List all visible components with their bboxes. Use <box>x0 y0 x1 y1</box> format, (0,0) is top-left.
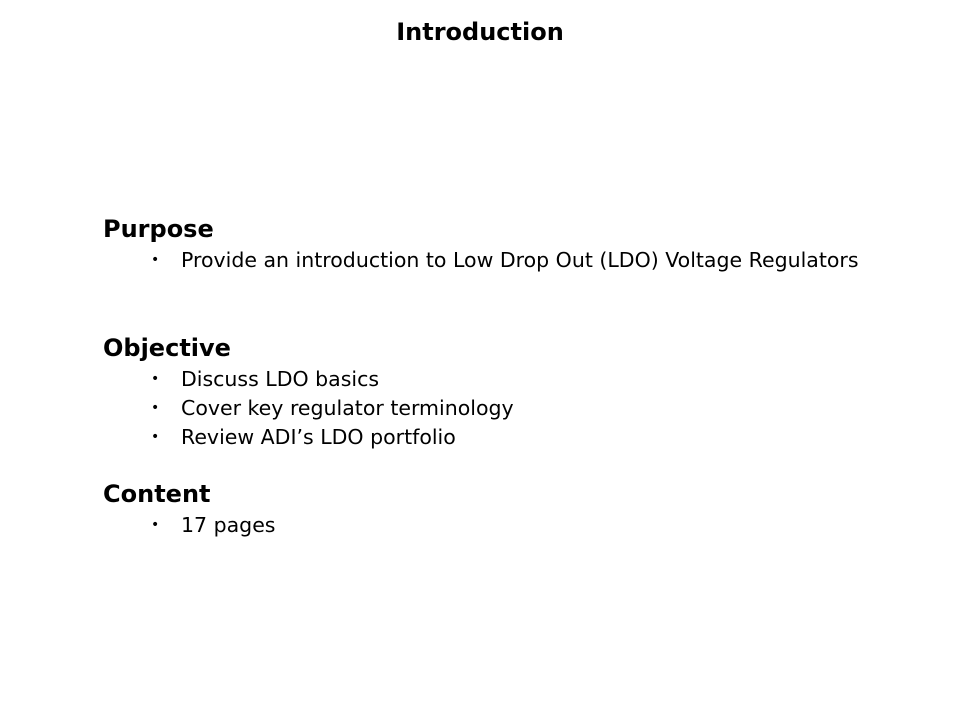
list-item <box>146 365 514 394</box>
content-bullet-list <box>146 511 275 540</box>
list-item <box>146 511 275 540</box>
section-heading-purpose: Purpose <box>103 215 214 243</box>
bullet-text: Cover key regulator terminology <box>181 396 514 420</box>
list-item <box>146 246 866 275</box>
bullet-text: Provide an introduction to Low Drop Out (LDO) Voltage Regulators <box>181 248 859 272</box>
bullet-text: 17 pages <box>181 513 276 537</box>
list-item <box>146 394 514 423</box>
bullet-text: Review ADI’s LDO portfolio <box>181 425 456 449</box>
bullet-icon: • <box>151 252 160 268</box>
objective-bullet-list <box>146 365 514 452</box>
slide-title: Introduction <box>396 18 564 46</box>
bullet-text: Discuss LDO basics <box>181 367 380 391</box>
bullet-icon: • <box>151 517 160 533</box>
bullet-icon: • <box>151 429 160 445</box>
section-heading-objective: Objective <box>103 334 231 362</box>
section-heading-content: Content <box>103 480 211 508</box>
bullet-icon: • <box>151 371 160 387</box>
list-item <box>146 423 514 452</box>
purpose-bullet-list <box>146 246 866 275</box>
bullet-icon: • <box>151 400 160 416</box>
